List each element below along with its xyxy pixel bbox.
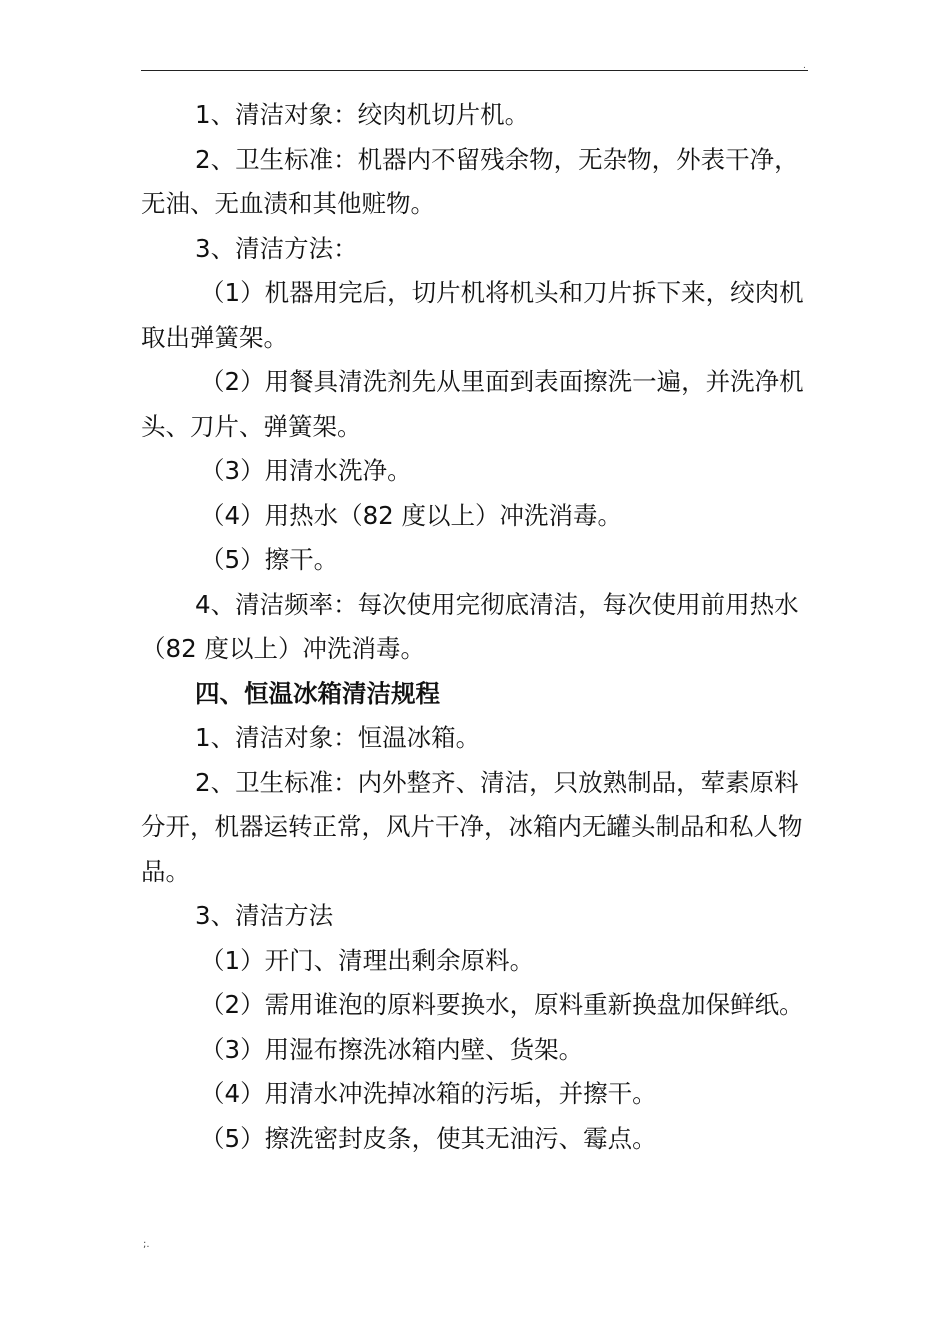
step-2-fridge: （2）需用谁泡的原料要换水，原料重新换盘加保鲜纸。 (200, 990, 804, 1019)
paragraph-hygiene-standard-2: 2、卫生标准：内外整齐、清洁，只放熟制品，荤素原料分开，机器运转正常，风片干净，冰箱内无罐头制品和私人物品。 (141, 767, 803, 886)
step-4: （4）用热水（82 度以上）冲洗消毒。 (200, 500, 623, 530)
step-4-fridge: （4）用清水冲洗掉冰箱的污垢，并擦干。 (200, 1079, 657, 1108)
step-3-fridge: （3）用湿布擦洗冰箱内壁、货架。 (200, 1034, 584, 1064)
header-mark: . (803, 61, 806, 71)
paragraph-hygiene-standard: 2、卫生标准：机器内不留残余物，无杂物，外表干净，无油、无血渍和其他赃物。 (141, 144, 799, 218)
step-2: （2）用餐具清洗剂先从里面到表面擦洗一遍，并洗净机头、刀片、弹簧架。 (141, 367, 804, 441)
section-heading: 四、恒温冰箱清洁规程 (195, 678, 440, 708)
document-body (141, 93, 811, 1161)
step-3: （3）用清水洗净。 (200, 456, 412, 485)
paragraph-cleaning-object-2: 1、清洁对象：恒温冰箱。 (195, 723, 481, 752)
step-1: （1）机器用完后，切片机将机头和刀片拆下来，绞肉机取出弹簧架。 (141, 278, 804, 352)
paragraph-cleaning-method: 3、清洁方法： (195, 233, 358, 263)
step-1-fridge: （1）开门、清理出剩余原料。 (200, 945, 535, 975)
paragraph-cleaning-frequency: 4、清洁频率：每次使用完彻底清洁，每次使用前用热水（82 度以上）冲洗消毒。 (141, 589, 799, 663)
header-rule (141, 70, 808, 71)
step-5-fridge: （5）擦洗密封皮条，使其无油污、霉点。 (200, 1123, 657, 1153)
footer-mark: ;. (143, 1239, 150, 1250)
step-5: （5）擦干。 (200, 545, 339, 574)
paragraph-cleaning-object: 1、清洁对象：绞肉机切片机。 (195, 100, 530, 129)
paragraph-cleaning-method-2: 3、清洁方法 (195, 901, 334, 930)
